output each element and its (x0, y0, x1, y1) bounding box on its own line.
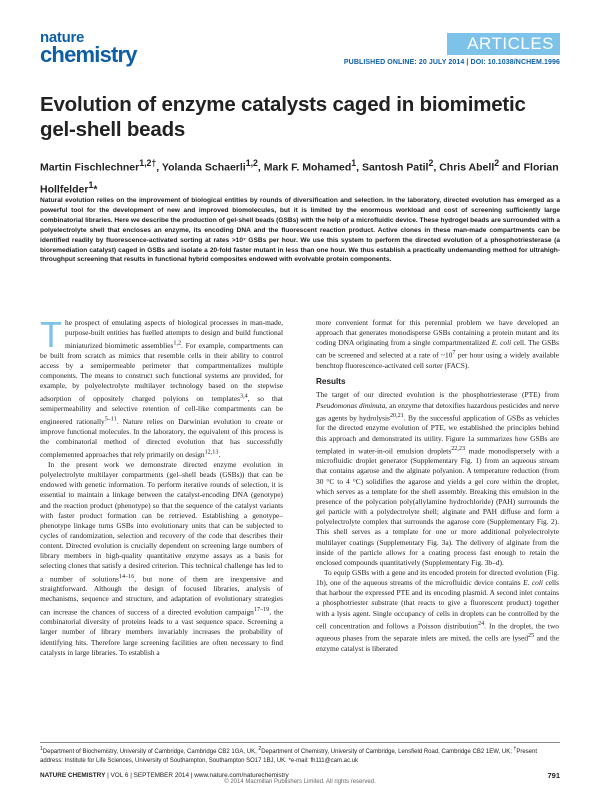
footer-journal-name: NATURE CHEMISTRY (40, 772, 106, 779)
intro-paragraph-3: more convenient format for this perennial problem we have developed an approach that generates monodisperse GSBs containing a protein mutant and its coding DNA originating from a single compartmentalized E. coli cell. The GSBs can be screened and selected at a rate of $\sim 10^7$ per hour using a widely available benchtop fluorescence-activated cell sorter (FACS). (316, 318, 559, 371)
drop-cap: T (40, 318, 62, 355)
intro-paragraph-2: In the present work we demonstrate directed enzyme evolution in polyelectrolyte multilayer compartments (gel–shell beads (GSBs)) that can be endowed with genetic information. To perform iterative rounds of selection, it is essential to maintain a linkage between the catalyst-encoding DNA (genotype) and the reaction product (phenotype) so that the sequence of the catalyst variants with faster product formation can be retrieved. Establishing a genotype–phenotype linkage turns GSBs into evolutionary units that can be subjected to cycles of randomization, selection and recovery of the code that describes their content. Directed evolution is crucially dependent on screening large numbers of library members in high-quality quantitative enzyme assays as a basis for selecting clones that satisfy a desired criterion. This technical challenge has led to a number of solutions$^{14-16}$, but none of them are inexpensive and straightforward. Although the design of focused libraries, analysis of mechanisms, sequence and structure, and adaptation of evolutionary strategies can increase the chances of success of a directed evolution campaign$^{17-19}$, the combinatorial diversity of proteins leads to a vast sequence space. Screening a larger number of library members invariably increases the probability of identifying hits. Therefore large screening facilities are often necessary to find catalysts in large libraries. To establish a (40, 459, 283, 657)
journal-logo (40, 29, 137, 82)
intro-paragraph-1 (40, 318, 283, 460)
copyright-notice: © 2014 Macmillan Publishers Limited. All rights reserved. (224, 779, 376, 785)
body-column-left (40, 318, 283, 738)
footer-citation (40, 772, 289, 779)
intro-paragraph-1-text: he prospect of emulating aspects of biological processes in man-made, purpose-built entities has fuelled attempts to design and build functional miniaturized biomimetic assemblies$^{1,2}$. For example, compartments can be built from scratch as mimics that resemble cells in their ability to control access by a semipermeable perimeter that compartmentalizes multiple components. The means to construct such functional systems are provided, for example, by polyelectrolyte multilayer technology based on the stepwise adsorption of oppositely charged polyions on templates$^{3,4}$, so that semipermeability and selective retention of cell-like compartments can be engineered rationally$^{5-11}$. Nature relies on Darwinian evolution to create or improve functional molecules. In the laboratory, the equivalent of this process is the combinatorial method of directed evolution that has successfully complemented approaches that rely primarily on design$^{12,13}$. (40, 318, 283, 459)
footnote-divider (40, 742, 560, 743)
publication-info: PUBLISHED ONLINE: 20 JULY 2014 | DOI: 10.1038/NCHEM.1996 (343, 59, 560, 66)
affiliations-footnote: $^1$Department of Biochemistry, University of Cambridge, Cambridge CB2 1GA, UK, $^2$Department of Chemistry, University of Cambridge, Lensfield Road, Cambridge CB2 1EW, UK; †Present address: Institute for Life Sciences, University of Southampton, Southampton SO17 1BJ, UK. *e-mail: fh111@cam.ac.uk (40, 746, 537, 764)
page-number: 791 (547, 771, 560, 780)
articles-banner: ARTICLES (447, 33, 560, 55)
abstract: Natural evolution relies on the improvement of biological entities by rounds of diversification and selection. In the laboratory, directed evolution has emerged as a powerful tool for the development of new and improved biomolecules, but it is limited by the enormous workload and cost of screening sufficiently large combinatorial libraries. Here we describe the production of gel-shell beads (GSBs) with the help of a microfluidic device. These hydrogel beads are surrounded with a polyelectrolyte shell that encloses an enzyme, its encoding DNA and the fluorescent reaction product. Active clones in these man-made compartments can be identified readily by fluorescence-activated sorting at rates >10⁷ GSBs per hour. We use this system to perform the directed evolution of a phosphotriesterase (a bioremediation catalyst) caged in GSBs and isolate a 20-fold faster mutant in less than one hour. We thus establish a practically undemanding method for ultrahigh-throughput screening that results in functional hybrid composites endowed with evolvable protein components. (40, 197, 560, 264)
logo-line-2: chemistry (40, 42, 137, 67)
article-title: Evolution of enzyme catalysts caged in biomimetic gel-shell beads (40, 93, 526, 141)
section-heading-results: Results (316, 377, 346, 387)
results-paragraph-1: The target of our directed evolution is the phosphotriesterase (PTE) from Pseudomonas diminuta, an enzyme that detoxifies hazardous pesticides and nerve gas agents by hydrolysis$^{20,21}$. By the successful application of GSBs as vehicles for the directed enzyme evolution of PTE, we established the principles behind this approach and demonstrated its utility. Figure 1a summarizes how GSBs are templated in water-in-oil emulsion droplets$^{22,23}$ made monodispersely with a microfluidic droplet generator (Supplementary Fig. 1) from an aqueous stream that contains agarose and the alginate polyanion. A temperature reduction (from 30 °C to 4 °C) solidifies the agarose and yields a gel core within the droplet, which serves as a template for the shell assembly. Breaking this emulsion in the presence of the polycation poly(allylamine hydrochloride) (PAH) surrounds the gel particle with a polydectrolyte shell; alginate and PAH diffuse and form a polyelectrolyte complex that surrounds the agarose core (Supplementary Fig. 2). This shell serves as a template for one or more additional polyelectrolyte multilayer coatings (Supplementary Fig. 3a). The delivery of alginate from the inside of the particle allows for a coating process fast enough to retain the enclosed compounds quantitatively (Supplementary Fig. 3b–d). (316, 390, 559, 567)
results-paragraph-2: To equip GSBs with a gene and its encoded protein for directed evolution (Fig. 1b), one of the aqueous streams of the microfluidic device contains E. coli cells that harbour the expressed PTE and its encoding plasmid. A second inlet contains a phosphotriester substrate (that reacts to give a fluorescent product) together with a lysis agent. Single occupancy of cells in droplets can be controlled by the cell concentration and follows a Poisson distribution$^{24}$. In the droplet, the two aqueous phases from the separate inlets are mixed, the cells are lysed$^{25}$ and the enzyme catalyst is liberated (316, 568, 559, 654)
body-column-right (316, 318, 559, 738)
author-list: Martin Fischlechner$^{1,2\dagger}$, Yolanda Schaerli$^{1,2}$, Mark F. Mohamed$^1$, Santosh Patil$^2$, Chris Abell$^2$ and Florian Hollfelder$^1$* (40, 158, 559, 195)
logo-line-1: nature (40, 29, 85, 46)
footer-issue-info: | VOL 6 | SEPTEMBER 2014 | www.nature.com/naturechemistry (105, 772, 289, 779)
